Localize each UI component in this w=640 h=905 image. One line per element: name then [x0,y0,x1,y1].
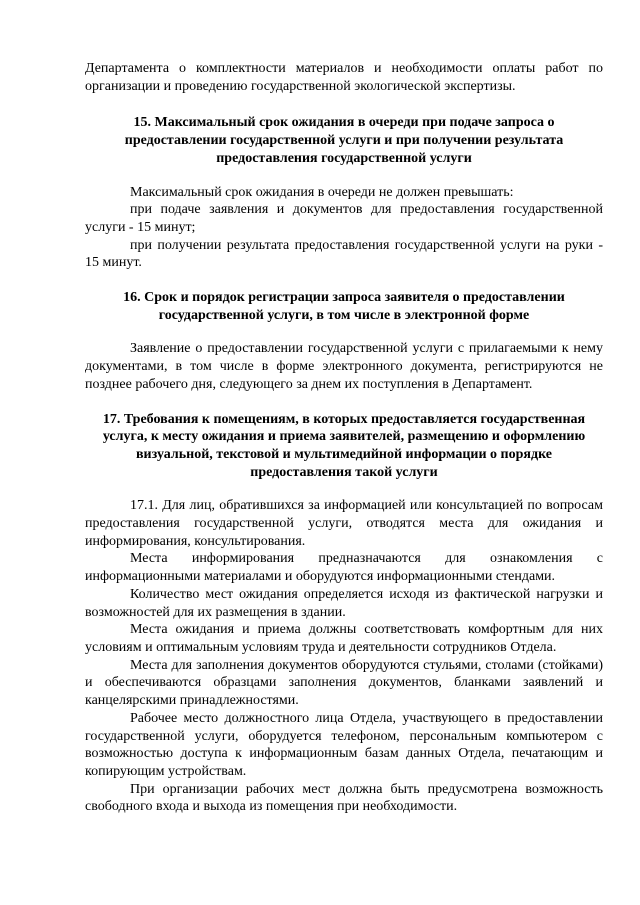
section-16-heading: 16. Срок и порядок регистрации запроса заявителя о предоставлении государственной услуги, в том числе в электронной форме [123,290,565,323]
spacer [85,168,603,184]
section-17-paragraph: Места ожидания и приема должны соответствовать комфортным для них условиям и оптимальным условиям труда и деятельности сотрудников Отдела. [85,622,603,655]
section-15-paragraph: Максимальный срок ожидания в очереди не должен превышать: [130,184,514,200]
section-17-paragraph: 17.1. Для лиц, обратившихся за информацией или консультацией по вопросам предоставления государственной услуги, отводятся места для ожидания и информирования, консультирования. [85,498,603,549]
document-page [85,60,603,816]
intro-paragraph: Департамента о комплектности материалов и необходимости оплаты работ по организации и проведению государственной экологической экспертизы. [85,61,603,94]
section-16-paragraph: Заявление о предоставлении государственной услуги с прилагаемыми к нему документами, в том числе в форме электронного документа, регистрируются не позднее рабочего дня, следующего за днем их поступления в Департамент. [85,341,603,392]
spacer [85,272,603,289]
section-17-paragraph: При организации рабочих мест должна быть предусмотрена возможность свободного входа и выхода из помещения при необходимости. [85,781,603,815]
section-17-paragraph: Рабочее место должностного лица Отдела, участвующего в предоставлении государственной услуги, оборудуется телефоном, персональным компьютером с возможностью доступа к информационным базам данных Отдела, печатающим и копирующим устройствам. [85,710,603,779]
spacer [85,481,603,497]
spacer [85,394,603,411]
spacer [85,324,603,340]
spacer [85,95,603,114]
section-15-heading: 15. Максимальный срок ожидания в очереди при подаче запроса о предоставлении государственной услуги и при получении результата предоставления государственной услуги [124,115,564,166]
section-17-paragraph: Количество мест ожидания определяется исходя из фактической нагрузки и возможностей для их размещения в здании. [85,586,603,620]
section-17-paragraph: Места для заполнения документов оборудуются стульями, столами (стойками) и обеспечиваются образцами заполнения документов, бланками заявлений и канцелярскими принадлежностями. [85,657,603,709]
section-17-heading: 17. Требования к помещениям, в которых предоставляется государственная услуга, к месту ожидания и приема заявителей, размещению и оформлению визуальной, текстовой и мультимедийной информации о порядке предоставления такой услуги [102,411,586,480]
section-17-paragraph: Места информирования предназначаются для ознакомления с информационными материалами и оборудуются информационными стендами. [85,551,603,585]
section-15-paragraph: при получении результата предоставления государственной услуги на руки - 15 минут. [85,237,603,271]
section-15-paragraph: при подаче заявления и документов для предоставления государственной услуги - 15 минут; [85,202,603,235]
